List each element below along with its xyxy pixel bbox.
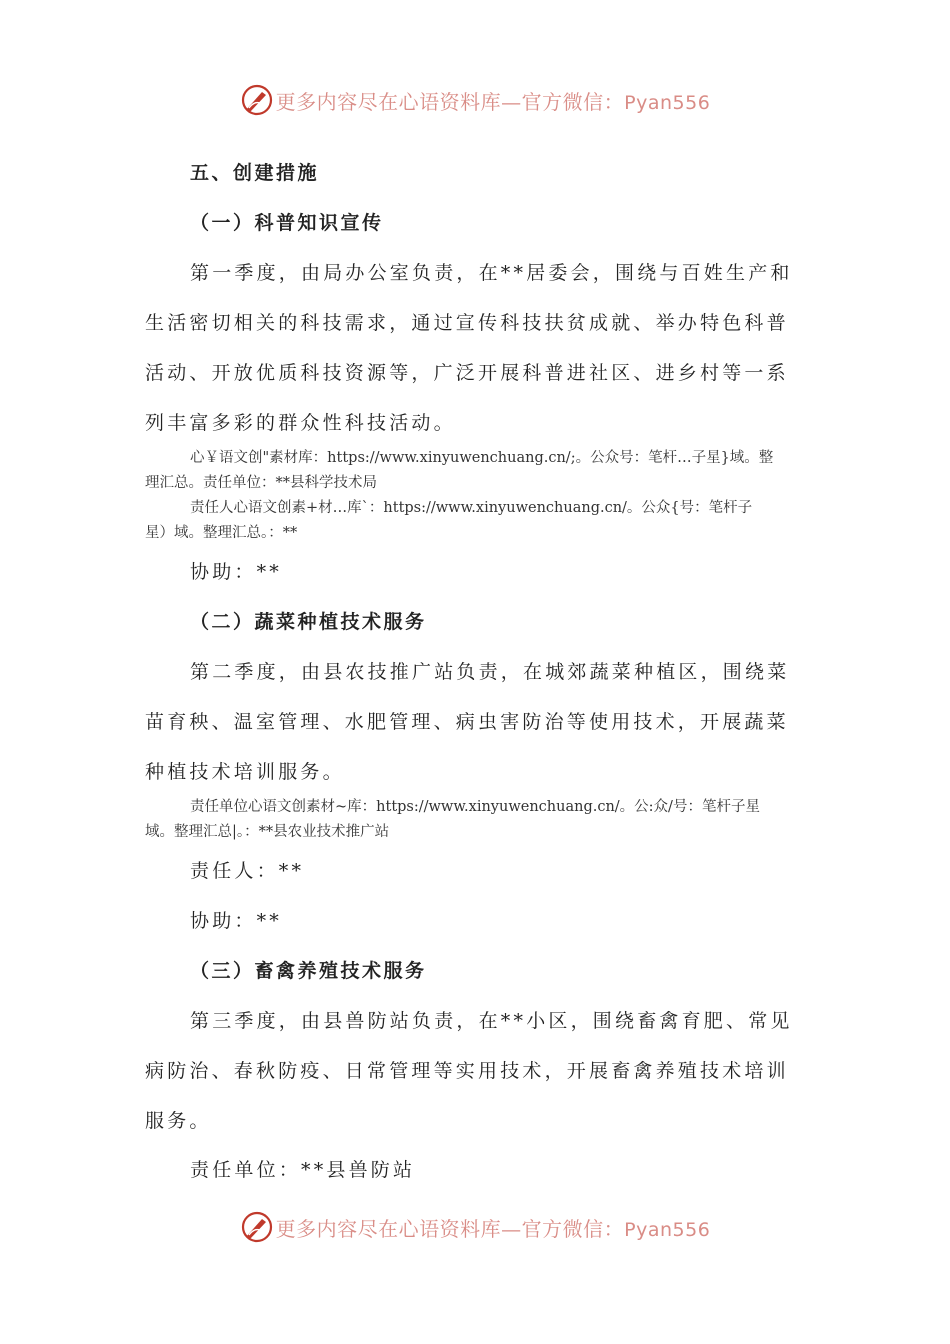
paragraph-line: 服务。 xyxy=(145,1110,212,1132)
paragraph-line: 病防治、春秋防疫、日常管理等实用技术，开展畜禽养殖技术培训 xyxy=(145,1060,789,1082)
paragraph-line: 种植技术培训服务。 xyxy=(145,761,345,783)
unit-line: 责任单位：**县兽防站 xyxy=(190,1159,416,1181)
note-line: 域。整理汇总|。：**县农业技术推广站 xyxy=(145,824,390,840)
watermark-text: 更多内容尽在心语资料库—官方微信：Pyan556 xyxy=(275,1216,711,1241)
assist-line: 协助：** xyxy=(190,561,283,583)
paragraph-line: 苗育秧、温室管理、水肥管理、病虫害防治等使用技术，开展蔬菜 xyxy=(145,711,789,733)
section-title: 五、创建措施 xyxy=(190,162,320,184)
responsible-line: 责任人：** xyxy=(190,860,305,882)
paragraph-line: 活动、开放优质科技资源等，广泛开展科普进社区、进乡村等一系 xyxy=(145,362,789,384)
note-line: 责任人心语文创素+材…库`：https://www.xinyuwenchuang.cn/。公众{号：笔杆子 xyxy=(190,500,753,516)
paragraph-line: 第二季度，由县农技推广站负责，在城郊蔬菜种植区，围绕菜 xyxy=(190,661,790,683)
subsection-title-1: （一）科普知识宣传 xyxy=(190,212,384,234)
watermark-banner-top xyxy=(0,83,950,117)
subsection-title-3: （三）畜禽养殖技术服务 xyxy=(190,960,427,982)
paragraph-line: 第一季度，由局办公室负责，在**居委会，围绕与百姓生产和 xyxy=(190,262,793,284)
paragraph-line: 生活密切相关的科技需求，通过宣传科技扶贫成就、举办特色科普 xyxy=(145,312,789,334)
pen-logo-icon xyxy=(240,1210,274,1244)
paragraph-line: 第三季度，由县兽防站负责，在**小区，围绕畜禽育肥、常见 xyxy=(190,1010,793,1032)
paragraph-line: 列丰富多彩的群众性科技活动。 xyxy=(145,412,456,434)
note-line: 星）域。整理汇总。：** xyxy=(145,525,298,541)
subsection-title-2: （二）蔬菜种植技术服务 xyxy=(190,611,427,633)
assist-line: 协助：** xyxy=(190,910,283,932)
pen-logo-icon xyxy=(240,83,274,117)
note-line: 责任单位心语文创素材~库：https://www.xinyuwenchuang.cn/。公:众/号：笔杆子星 xyxy=(190,799,760,815)
watermark-banner-bottom xyxy=(0,1210,950,1244)
note-line: 心￥语文创"素材库：https://www.xinyuwenchuang.cn/;。公众号：笔杆…子星}域。整 xyxy=(190,450,774,466)
watermark-text: 更多内容尽在心语资料库—官方微信：Pyan556 xyxy=(275,89,711,114)
note-line: 理汇总。责任单位：**县科学技术局 xyxy=(145,475,377,491)
